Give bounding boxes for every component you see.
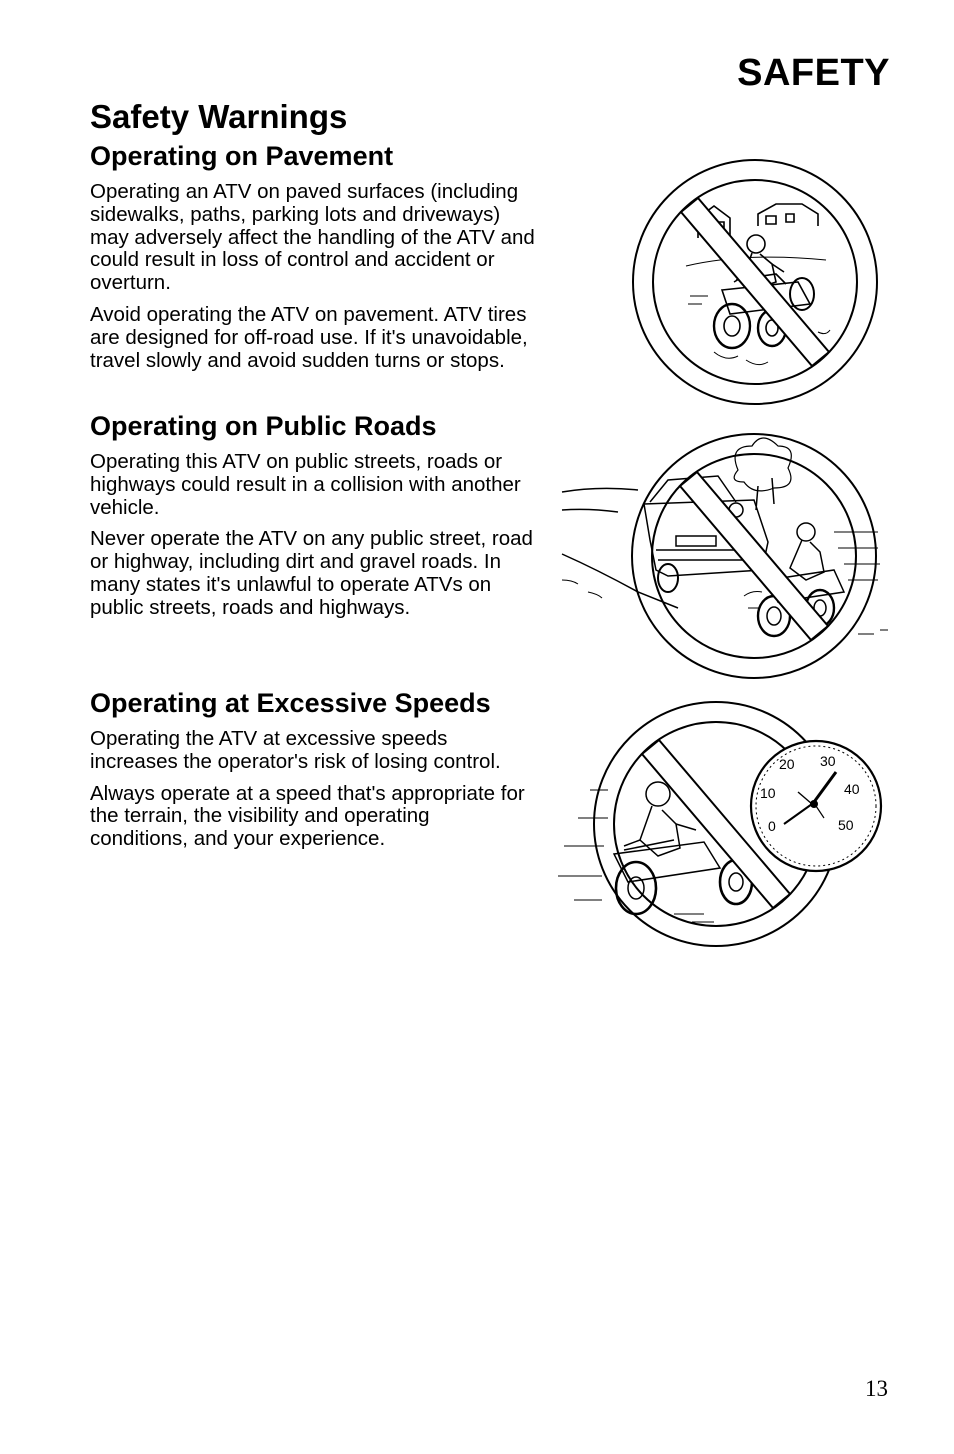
- section-paragraph: Operating an ATV on paved surfaces (including sidewalks, paths, parking lots and driveways) may adversely affect the handling of the ATV and could result in loss of control and accident or overturn.: [90, 180, 535, 295]
- section-heading: Operating on Pavement: [90, 141, 394, 171]
- speedometer-label: 20: [779, 756, 795, 772]
- speedometer-label: 0: [768, 818, 776, 834]
- speedometer-label: 30: [820, 753, 836, 769]
- section-operating-on-public-roads: [90, 411, 535, 629]
- page-number: 13: [865, 1376, 888, 1401]
- section-heading: Operating at Excessive Speeds: [90, 688, 491, 718]
- page-title: Safety Warnings: [90, 98, 348, 135]
- speedometer-label: 40: [844, 781, 860, 797]
- chapter-title: SAFETY: [737, 52, 890, 94]
- prohibition-sign-icon: [626, 156, 884, 408]
- prohibition-sign-icon: [554, 700, 884, 950]
- section-paragraph: Operating this ATV on public streets, roads or highways could result in a collision with another vehicle.: [90, 450, 521, 519]
- section-operating-at-excessive-speeds: [90, 688, 530, 860]
- prohibition-sign-icon: [558, 430, 894, 682]
- section-paragraph: Always operate at a speed that's appropriate for the terrain, the visibility and operating conditions, and your experience.: [90, 781, 525, 851]
- no-excessive-speed-illustration: [554, 700, 884, 950]
- section-heading: Operating on Public Roads: [90, 411, 437, 441]
- speedometer-label: 50: [838, 817, 854, 833]
- section-paragraph: Never operate the ATV on any public street, road or highway, including dirt and gravel roads. In many states it's unlawful to operate ATVs on public streets, roads and highways.: [90, 527, 533, 619]
- no-atv-on-public-roads-illustration: [558, 430, 894, 682]
- section-operating-on-pavement: [90, 141, 535, 381]
- speedometer-label: 10: [760, 785, 776, 801]
- section-paragraph: Operating the ATV at excessive speeds increases the operator's risk of losing control.: [90, 727, 501, 773]
- no-atv-on-pavement-illustration: [626, 156, 884, 408]
- section-paragraph: Avoid operating the ATV on pavement. ATV tires are designed for off-road use. If it's unavoidable, travel slowly and avoid sudden turns or stops.: [90, 302, 528, 372]
